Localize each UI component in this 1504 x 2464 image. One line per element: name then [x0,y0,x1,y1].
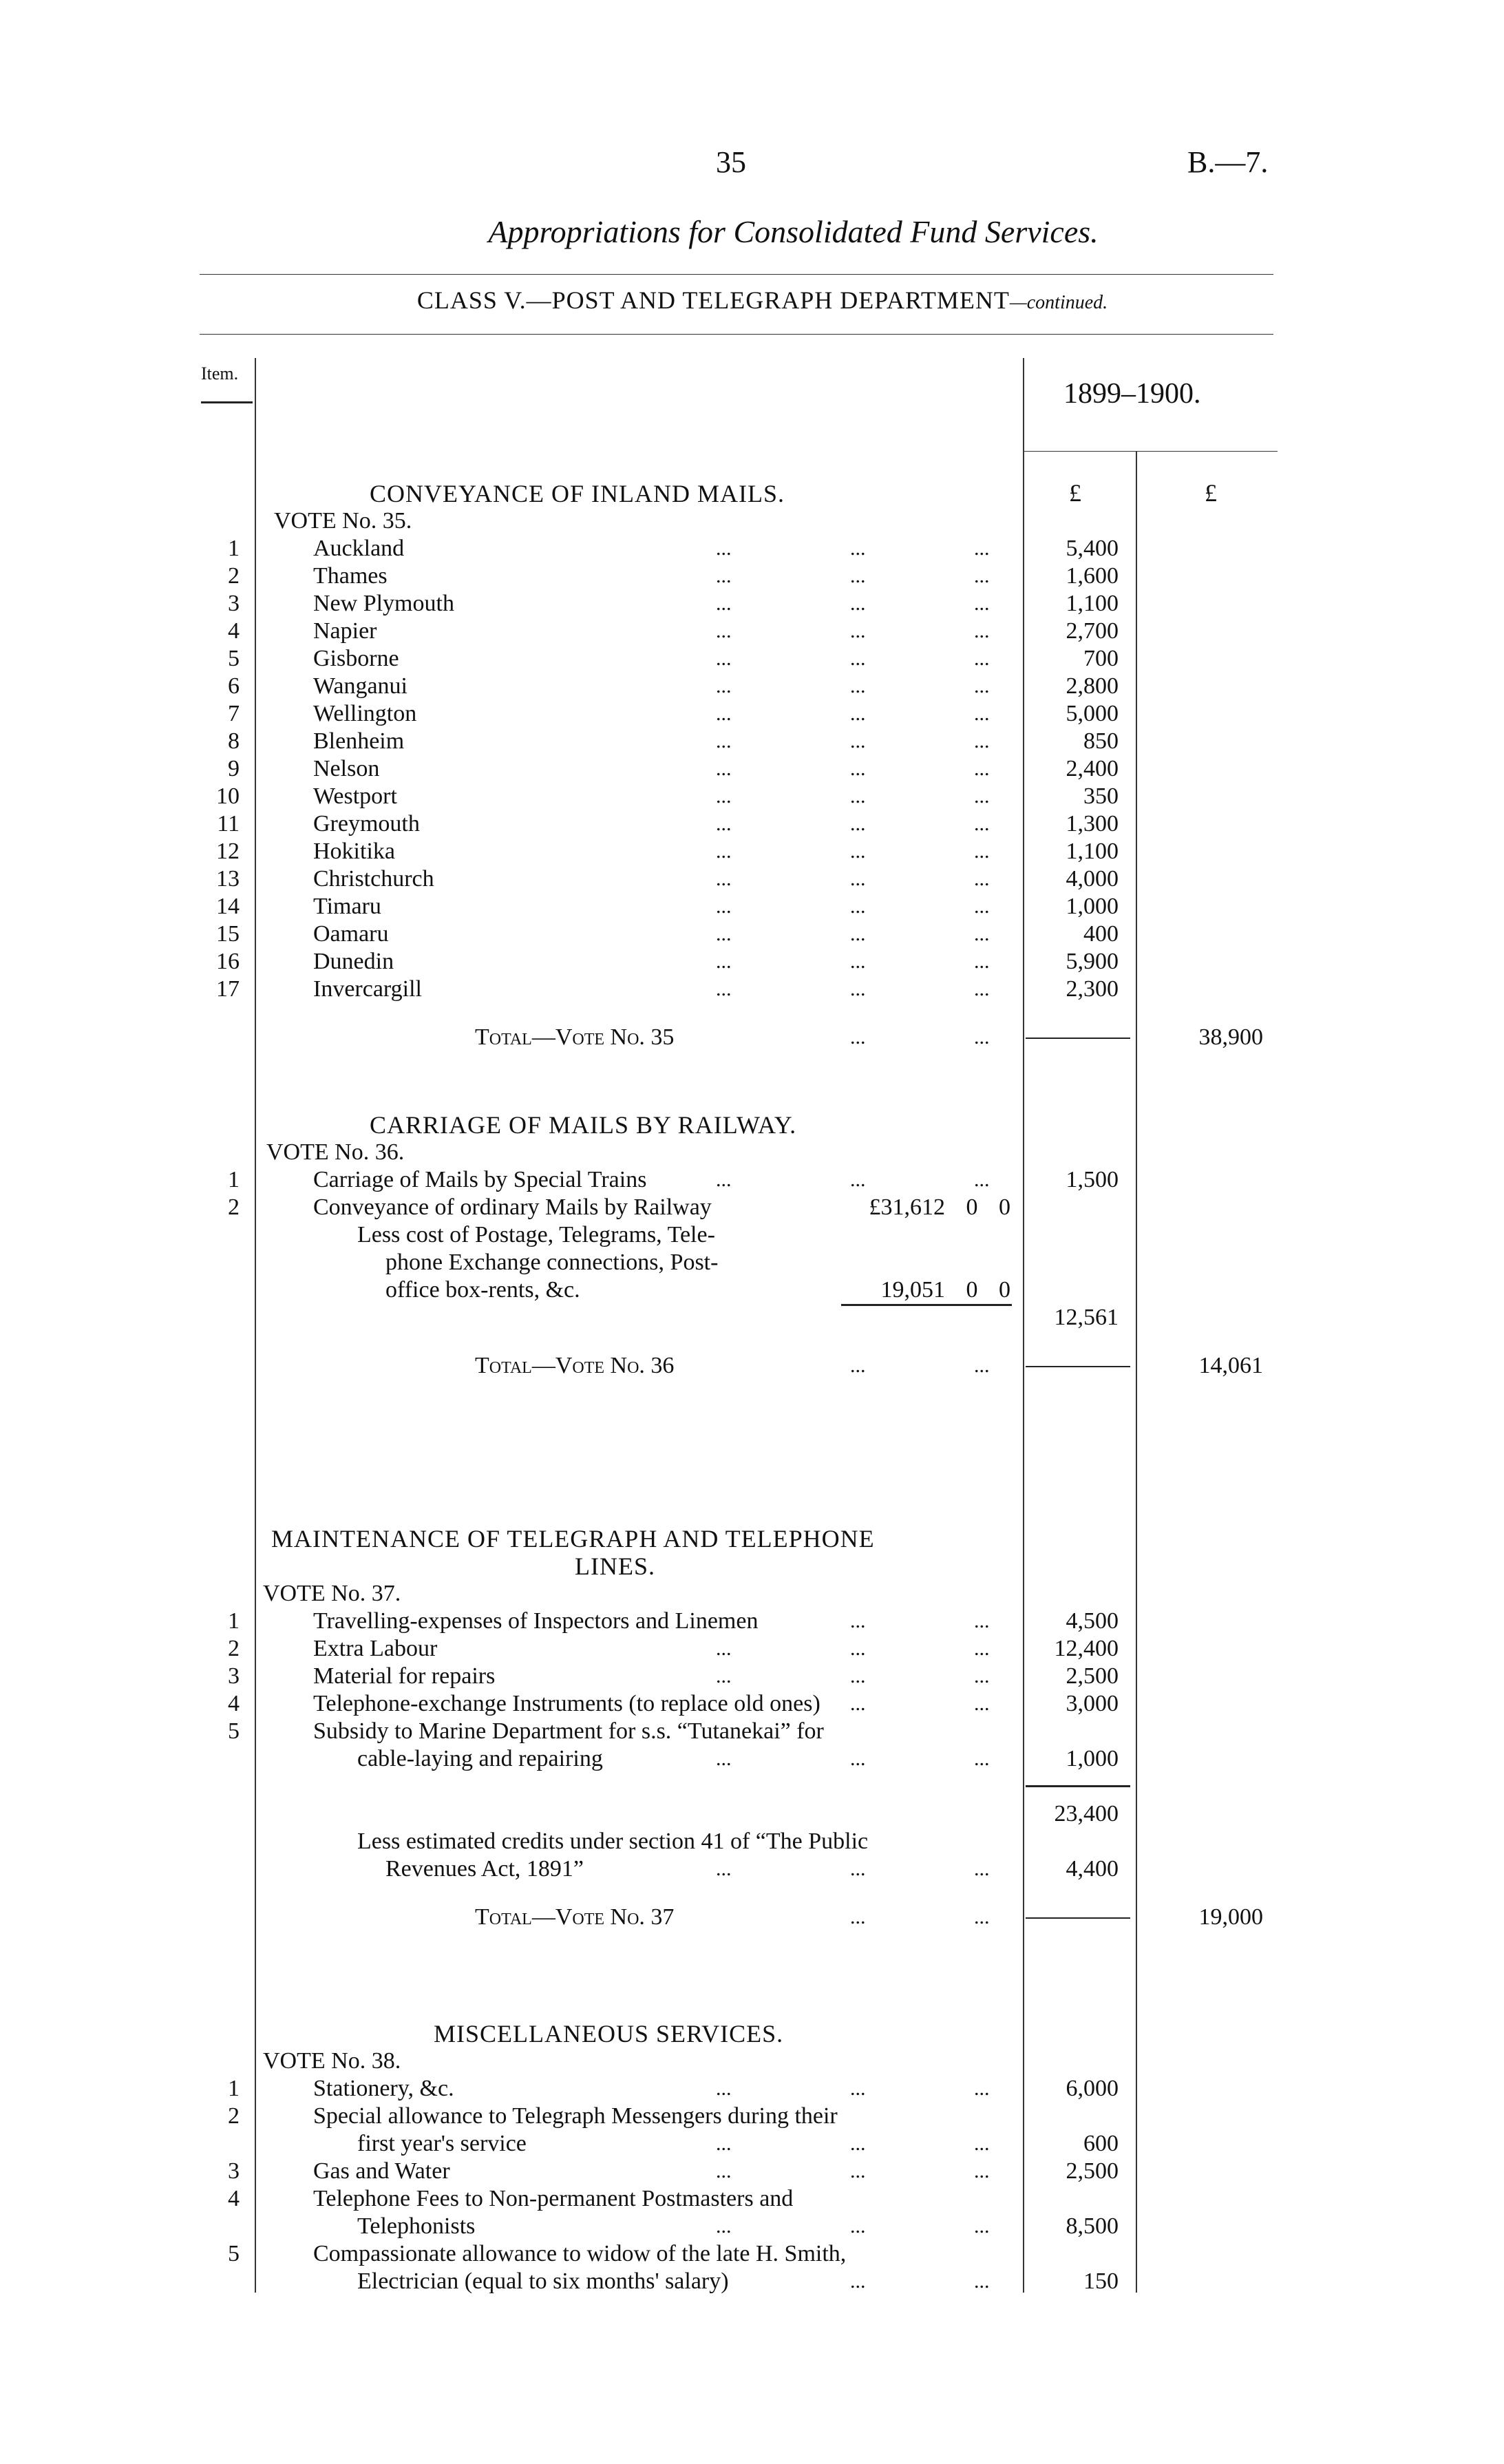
dot-leader: ... [850,2132,866,2155]
item-number: 8 [228,728,240,754]
divider [200,334,1273,335]
dot-leader: ... [974,950,990,973]
dot-leader: ... [850,812,866,835]
item-description: Timaru [313,894,381,919]
amount: 23,400 [1054,1801,1119,1826]
item-column-header: Item. [201,364,239,383]
amount: 350 [1083,783,1119,809]
table-row [0,976,1504,1003]
table-row [0,673,1504,700]
item-description: Total—Vote No. 36 [475,1353,675,1378]
document-reference: B.—7. [1187,145,1269,179]
item-number: 3 [228,591,240,616]
item-number: 2 [228,1636,240,1661]
table-row [0,1663,1504,1690]
divider [841,1304,1012,1306]
dot-leader: ... [850,1692,866,1715]
amount: 600 [1083,2131,1119,2156]
table-row [0,1221,1504,1249]
continued-label: —continued. [1009,292,1108,313]
dot-leader: ... [850,2160,866,2182]
dot-leader: ... [850,2215,866,2237]
dot-leader: ... [850,867,866,890]
dot-leader: ... [716,840,732,863]
item-description: Conveyance of ordinary Mails by Railway [313,1194,712,1220]
item-description: New Plymouth [313,591,454,616]
dot-leader: ... [716,647,732,670]
item-number: 5 [228,1718,240,1744]
item-description: Dunedin [313,949,394,974]
item-number: 5 [228,646,240,671]
dot-leader: ... [716,1168,732,1191]
table-row [0,1166,1504,1194]
amount: 1,100 [1066,839,1119,864]
divider [1026,1917,1130,1919]
class-heading [0,286,1504,315]
item-description: Thames [313,563,388,589]
item-number: 15 [216,921,240,947]
dot-leader: ... [974,2160,990,2182]
item-description: Auckland [313,536,405,561]
dot-leader: ... [974,592,990,615]
table-row [0,1249,1504,1276]
dot-leader: ... [974,620,990,642]
dot-leader: ... [716,812,732,835]
table-row [0,535,1504,562]
dot-leader: ... [850,620,866,642]
total-row [0,1904,1504,1931]
vote-total-amount: 14,061 [1198,1353,1263,1378]
item-description: Oamaru [313,921,389,947]
amount: 1,300 [1066,811,1119,836]
item-number: 14 [216,894,240,919]
table-row [0,1745,1504,1773]
dot-leader: ... [716,1665,732,1687]
amount: 8,500 [1066,2213,1119,2239]
item-description: Compassionate allowance to widow of the late H. Smith, [313,2241,847,2266]
amount: 5,900 [1066,949,1119,974]
amount: 3,000 [1066,1691,1119,1716]
page-title: Appropriations for Consolidated Fund Services. [488,214,1099,249]
item-description: Westport [313,783,397,809]
section-title: CARRIAGE OF MAILS BY RAILWAY. [370,1111,797,1139]
item-description: Electrician (equal to six months' salary) [357,2268,729,2294]
divider [1026,1366,1130,1367]
item-number: 7 [228,701,240,726]
item-number: 10 [216,783,240,809]
item-description: Napier [313,618,377,644]
dot-leader: ... [716,2215,732,2237]
table-row [0,700,1504,728]
table-row [0,838,1504,865]
item-description: Telephone Fees to Non-permanent Postmasters and [313,2186,794,2211]
table-row [0,1855,1504,1883]
section-title: MAINTENANCE OF TELEGRAPH AND TELEPHONE [271,1525,875,1552]
page-number: 35 [716,145,746,179]
item-number: 2 [228,1194,240,1220]
dot-leader: ... [974,840,990,863]
amount: 700 [1083,646,1119,671]
dot-leader: ... [974,1026,990,1049]
table-row [0,1718,1504,1745]
dot-leader: ... [716,923,732,945]
amount: 1,000 [1066,894,1119,919]
inner-amount: 19,051 0 0 [880,1277,1010,1303]
table-row [0,865,1504,893]
table-row [0,728,1504,755]
class-title: CLASS V.—POST AND TELEGRAPH DEPARTMENT [416,286,1010,314]
dot-leader: ... [974,923,990,945]
table-row [0,2240,1504,2268]
item-description: Telephonists [357,2213,476,2239]
amount: 2,500 [1066,2158,1119,2184]
dot-leader: ... [850,647,866,670]
amount: 4,000 [1066,866,1119,892]
dot-leader: ... [716,2077,732,2100]
inner-amount: £31,612 0 0 [869,1194,1010,1220]
table-row [0,948,1504,976]
item-description: Material for repairs [313,1663,496,1689]
item-number: 11 [217,811,240,836]
dot-leader: ... [974,647,990,670]
dot-leader: ... [716,978,732,1000]
divider [1026,1785,1130,1787]
item-description: office box-rents, &c. [385,1277,580,1303]
amount: 1,500 [1066,1167,1119,1192]
item-number: 3 [228,1663,240,1689]
item-description: Blenheim [313,728,405,754]
amount: 6,000 [1066,2076,1119,2101]
table-row [0,1194,1504,1221]
dot-leader: ... [850,675,866,697]
item-number: 16 [216,949,240,974]
dot-leader: ... [850,1168,866,1191]
vote-number: VOTE No. 37. [263,1581,401,1606]
dot-leader: ... [850,1637,866,1660]
item-description: Nelson [313,756,380,781]
item-number: 1 [228,536,240,561]
table-row [0,2213,1504,2240]
table-row [0,2075,1504,2103]
amount: 1,000 [1066,1746,1119,1771]
dot-leader: ... [850,2270,866,2293]
dot-leader: ... [974,2077,990,2100]
table-row [0,2185,1504,2213]
section-title: CONVEYANCE OF INLAND MAILS. [370,480,785,507]
table-row [0,1690,1504,1718]
dot-leader: ... [716,675,732,697]
dot-leader: ... [716,1857,732,1880]
table-row [0,1635,1504,1663]
table-row [0,810,1504,838]
dot-leader: ... [974,1354,990,1377]
item-description: cable-laying and repairing [357,1746,603,1771]
table-row [0,2130,1504,2158]
dot-leader: ... [974,1857,990,1880]
amount: 1,600 [1066,563,1119,589]
dot-leader: ... [974,978,990,1000]
item-description: first year's service [357,2131,527,2156]
table-row [0,1828,1504,1855]
amount: 12,400 [1054,1636,1119,1661]
item-number: 2 [228,563,240,589]
table-row [0,618,1504,645]
dot-leader: ... [850,592,866,615]
dot-leader: ... [974,1906,990,1928]
section-title: MISCELLANEOUS SERVICES. [434,2020,784,2047]
section-vote-37 [0,1525,1504,1931]
item-description: Gas and Water [313,2158,450,2184]
item-number: 9 [228,756,240,781]
item-number: 1 [228,1608,240,1634]
dot-leader: ... [974,812,990,835]
dot-leader: ... [974,675,990,697]
dot-leader: ... [974,1610,990,1632]
item-description: Special allowance to Telegraph Messengers during their [313,2103,838,2129]
dot-leader: ... [716,785,732,808]
dot-leader: ... [850,757,866,780]
dot-leader: ... [974,702,990,725]
dot-leader: ... [716,537,732,560]
section-vote-38 [0,2020,1504,2295]
item-number: 17 [216,976,240,1002]
dot-leader: ... [850,1610,866,1632]
dot-leader: ... [974,2270,990,2293]
dot-leader: ... [850,2077,866,2100]
currency-col1: £ [1069,479,1081,507]
dot-leader: ... [974,785,990,808]
table-row [0,755,1504,783]
dot-leader: ... [850,950,866,973]
dot-leader: ... [974,2132,990,2155]
dot-leader: ... [974,1665,990,1687]
item-number: 12 [216,839,240,864]
amount: 2,500 [1066,1663,1119,1689]
item-description: Wanganui [313,673,407,699]
item-description: Total—Vote No. 37 [475,1904,675,1930]
table-row [0,893,1504,920]
item-description: Less estimated credits under section 41 of “The Public [357,1829,869,1854]
dot-leader: ... [850,785,866,808]
dot-leader: ... [974,757,990,780]
dot-leader: ... [850,1354,866,1377]
currency-col2: £ [1205,479,1217,507]
dot-leader: ... [716,2132,732,2155]
table-row [0,2158,1504,2185]
table-row [0,2268,1504,2295]
dot-leader: ... [716,702,732,725]
divider [1026,1038,1130,1039]
amount: 400 [1083,921,1119,947]
section-title-continued: LINES. [575,1552,655,1580]
dot-leader: ... [850,702,866,725]
table-row [0,783,1504,810]
dot-leader: ... [974,895,990,918]
dot-leader: ... [974,1168,990,1191]
dot-leader: ... [716,867,732,890]
dot-leader: ... [716,2160,732,2182]
item-number: 4 [228,2186,240,2211]
amount: 2,800 [1066,673,1119,699]
dot-leader: ... [716,1747,732,1770]
dot-leader: ... [716,620,732,642]
item-number: 3 [228,2158,240,2184]
table-row [0,1608,1504,1635]
vote-total-amount: 38,900 [1198,1024,1263,1050]
table-row [0,645,1504,673]
item-description: Stationery, &c. [313,2076,454,2101]
vote-total-amount: 19,000 [1198,1904,1263,1930]
table-row [0,2103,1504,2130]
amount: 12,561 [1054,1305,1119,1330]
amount: 2,300 [1066,976,1119,1002]
item-number: 13 [216,866,240,892]
item-description: Wellington [313,701,417,726]
dot-leader: ... [850,923,866,945]
amount: 2,700 [1066,618,1119,644]
dot-leader: ... [850,730,866,752]
dot-leader: ... [850,895,866,918]
amount: 2,400 [1066,756,1119,781]
item-description: phone Exchange connections, Post- [385,1250,719,1275]
divider [201,401,253,403]
dot-leader: ... [974,1747,990,1770]
item-number: 1 [228,2076,240,2101]
dot-leader: ... [716,757,732,780]
vote-number: VOTE No. 36. [266,1139,405,1165]
dot-leader: ... [716,950,732,973]
item-description: Hokitika [313,839,395,864]
item-description: Travelling-expenses of Inspectors and Linemen [313,1608,759,1634]
amount: 4,500 [1066,1608,1119,1634]
item-description: Telephone-exchange Instruments (to replace old ones) [313,1691,820,1716]
amount: 5,400 [1066,536,1119,561]
item-number: 2 [228,2103,240,2129]
dot-leader: ... [974,2215,990,2237]
dot-leader: ... [716,895,732,918]
total-row [0,1024,1504,1051]
item-description: Christchurch [313,866,434,892]
dot-leader: ... [850,565,866,587]
dot-leader: ... [974,867,990,890]
item-description: Invercargill [313,976,422,1002]
dot-leader: ... [850,978,866,1000]
table-row [0,590,1504,618]
dot-leader: ... [850,1026,866,1049]
dot-leader: ... [716,730,732,752]
item-description: Extra Labour [313,1636,438,1661]
total-row [0,1352,1504,1380]
amount: 150 [1083,2268,1119,2294]
dot-leader: ... [850,1857,866,1880]
item-description: Total—Vote No. 35 [475,1024,675,1050]
divider [1023,451,1278,452]
item-number: 4 [228,618,240,644]
item-number: 1 [228,1167,240,1192]
table-row [0,1304,1504,1331]
divider [200,274,1273,275]
dot-leader: ... [716,592,732,615]
amount: 850 [1083,728,1119,754]
dot-leader: ... [850,1906,866,1928]
item-number: 4 [228,1691,240,1716]
dot-leader: ... [716,565,732,587]
item-number: 5 [228,2241,240,2266]
item-description: Less cost of Postage, Telegrams, Tele- [357,1222,715,1247]
vote-number: VOTE No. 38. [263,2048,401,2074]
year-column-header: 1899–1900. [1063,378,1201,410]
table-row [0,920,1504,948]
item-number: 6 [228,673,240,699]
dot-leader: ... [850,1747,866,1770]
dot-leader: ... [974,565,990,587]
item-description: Carriage of Mails by Special Trains [313,1167,647,1192]
table-row [0,1276,1504,1304]
vote-number: VOTE No. 35. [274,508,412,534]
amount: 1,100 [1066,591,1119,616]
section-vote-36 [0,1111,1504,1380]
table-row [0,1800,1504,1828]
dot-leader: ... [850,1665,866,1687]
item-description: Revenues Act, 1891” [385,1856,584,1882]
dot-leader: ... [716,1637,732,1660]
dot-leader: ... [974,1692,990,1715]
dot-leader: ... [850,840,866,863]
section-vote-35 [0,480,1504,1051]
item-description: Subsidy to Marine Department for s.s. “Tutanekai” for [313,1718,824,1744]
table-row [0,562,1504,590]
amount: 4,400 [1066,1856,1119,1882]
amount: 5,000 [1066,701,1119,726]
dot-leader: ... [850,537,866,560]
dot-leader: ... [974,537,990,560]
item-description: Greymouth [313,811,420,836]
item-description: Gisborne [313,646,399,671]
dot-leader: ... [974,1637,990,1660]
dot-leader: ... [974,730,990,752]
